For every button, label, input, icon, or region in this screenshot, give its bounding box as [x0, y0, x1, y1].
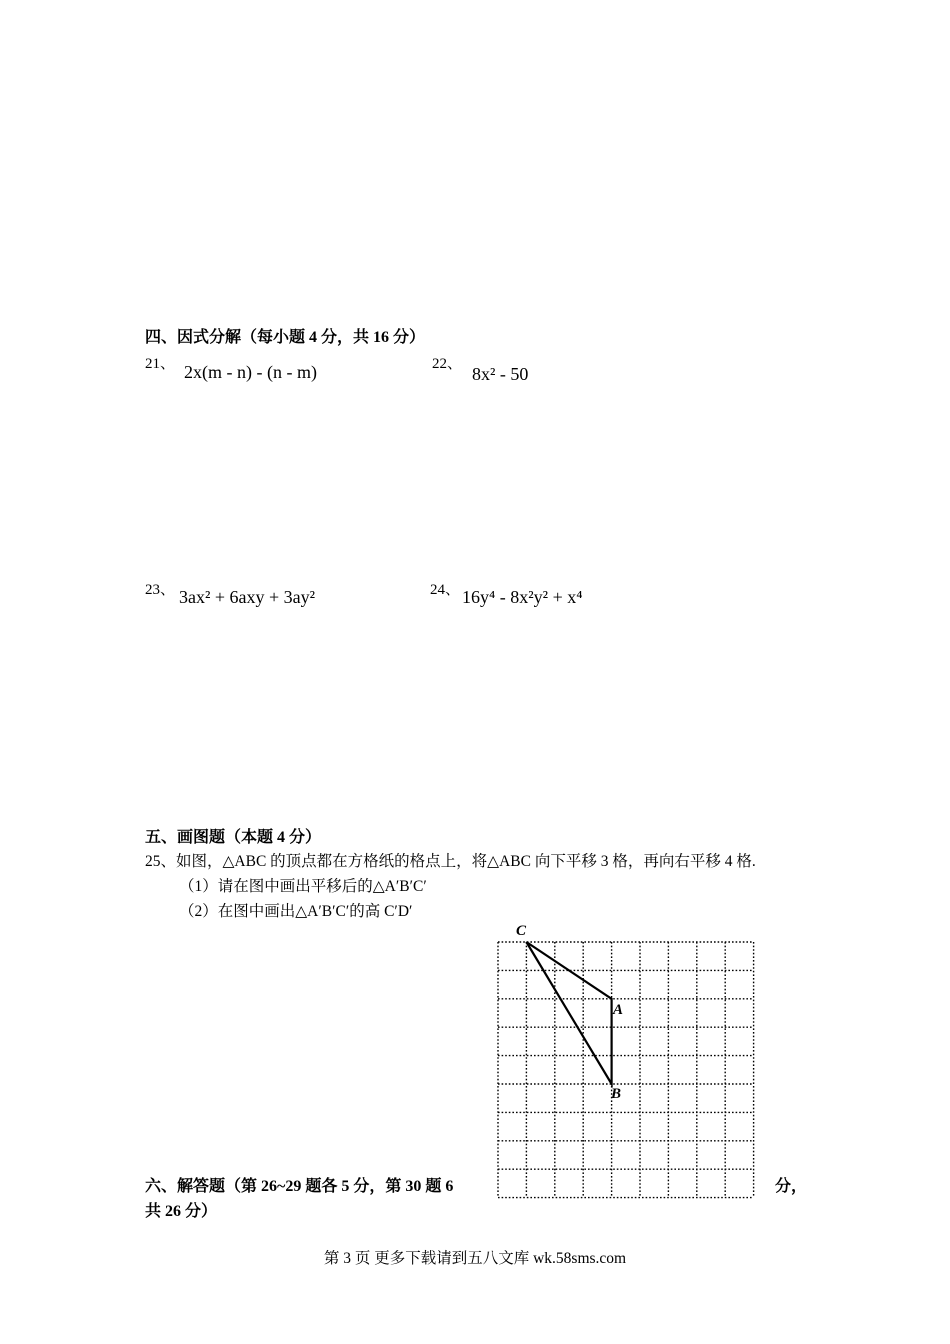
label-c: C [516, 923, 527, 939]
problem-23-expression: 3ax² + 6axy + 3ay² [179, 587, 316, 607]
question-25-part-1: （1）请在图中画出平移后的△A′B′C′ [179, 878, 427, 895]
problem-23-number: 23、 [145, 582, 176, 598]
question-25-part-2: （2）在图中画出△A′B′C′的高 C′D′ [179, 903, 413, 920]
problem-22-expression: 8x² - 50 [472, 364, 529, 384]
grid-figure [490, 918, 762, 1204]
triangle-abc [526, 942, 611, 1084]
section-4-heading: 四、因式分解（每小题 4 分，共 16 分） [145, 329, 426, 346]
problem-24-expression: 16y⁴ - 8x²y² + x⁴ [462, 587, 583, 607]
label-a: A [613, 1002, 624, 1018]
problem-24-number: 24、 [430, 582, 461, 598]
question-25-text: 25、如图，△ABC 的顶点都在方格纸的格点上，将△ABC 向下平移 3 格，再向右平移 4 格. [145, 853, 756, 870]
problem-22-number: 22、 [432, 356, 463, 372]
problem-21-expression: 2x(m - n) - (n - m) [184, 362, 317, 382]
page-footer: 第 3 页 更多下载请到五八文库 wk.58sms.com [323, 1250, 627, 1267]
section-6-heading-part-1: 六、解答题（第 26~29 题各 5 分，第 30 题 6 [145, 1178, 454, 1195]
problem-21-number: 21、 [145, 356, 176, 372]
grid-lines [498, 942, 754, 1198]
section-6-heading-part-2: 分， [775, 1178, 808, 1195]
label-b: B [611, 1086, 622, 1102]
section-6-heading-line-2: 共 26 分） [145, 1203, 218, 1220]
section-5-heading: 五、画图题（本题 4 分） [145, 829, 322, 846]
